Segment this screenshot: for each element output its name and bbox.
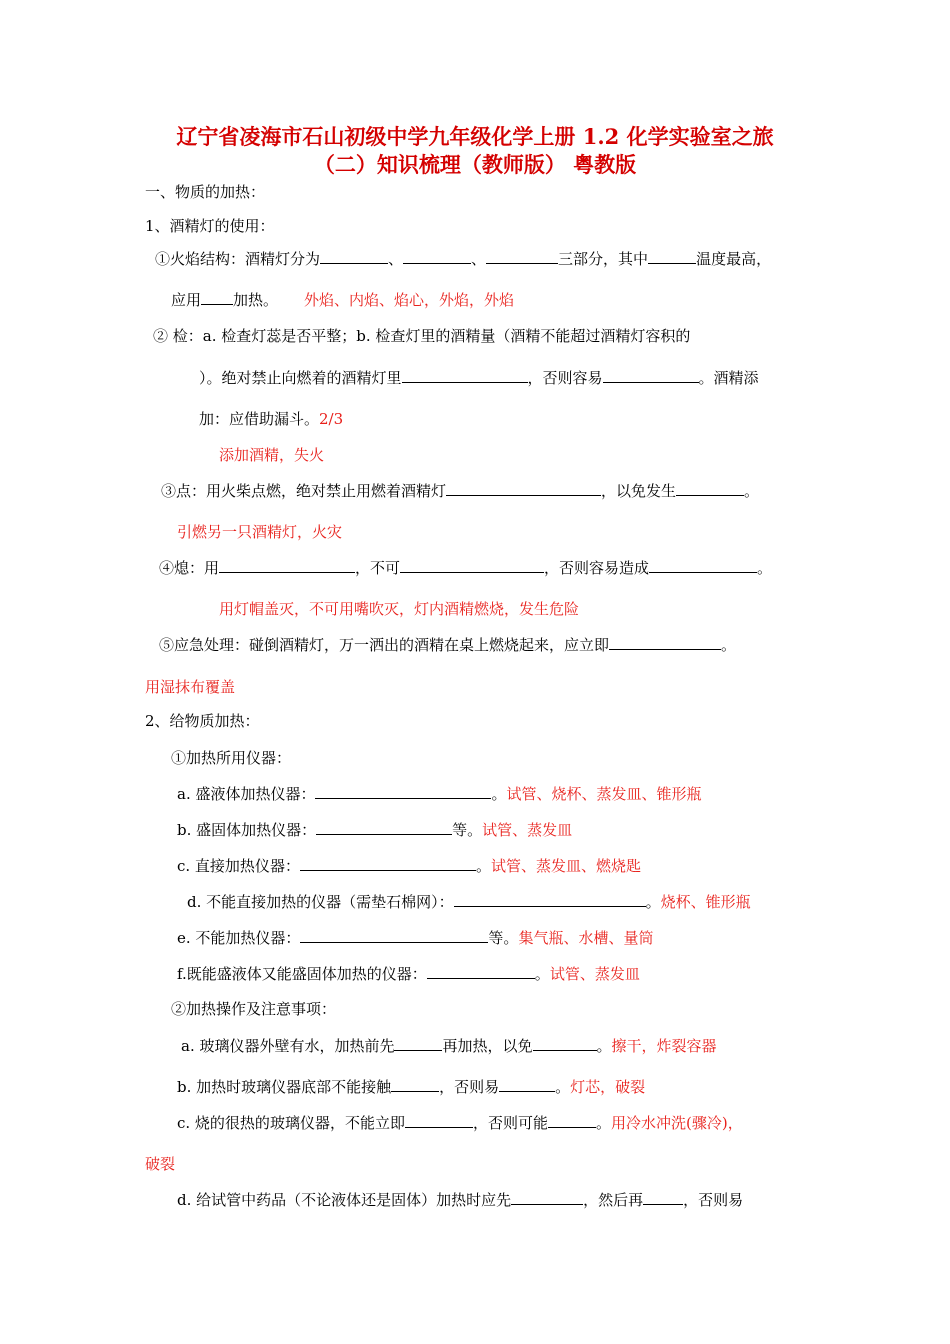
- instruments-heading: ①加热所用仪器：: [171, 749, 292, 767]
- section-heading: 一、物质的加热：: [145, 183, 266, 201]
- check-line-3: 加：应借助漏斗。2/3: [199, 410, 344, 428]
- item-c: c. 直接加热仪器： 。试管、蒸发皿、燃烧匙: [177, 857, 641, 875]
- blank: [403, 248, 471, 264]
- item-e: e. 不能加热仪器： 等。集气瓶、水槽、量筒: [177, 929, 654, 947]
- blank: [511, 1189, 583, 1205]
- blank: [400, 557, 544, 573]
- check-line-1: ② 检：a. 检查灯蕊是否平整；b. 检查灯里的酒精量（酒精不能超过酒精灯容积的: [153, 327, 691, 345]
- answer-text: 试管、蒸发皿: [549, 965, 640, 983]
- blank: [454, 891, 646, 907]
- blank: [603, 367, 699, 383]
- answer-text: 擦干，炸裂容器: [611, 1037, 717, 1055]
- item-d: d. 不能直接加热的仪器（需垫石棉网）： 。烧杯、锥形瓶: [187, 893, 751, 911]
- item-f: f.既能盛液体又能盛固体加热的仪器： 。试管、蒸发皿: [177, 965, 640, 983]
- answer-text: 试管、蒸发皿、燃烧匙: [490, 857, 641, 875]
- item-a: a. 盛液体加热仪器： 。试管、烧杯、蒸发皿、锥形瓶: [177, 785, 702, 803]
- blank: [446, 480, 601, 496]
- answer-op-c-cont: 破裂: [145, 1155, 176, 1173]
- operations-heading: ②加热操作及注意事项：: [171, 1000, 337, 1018]
- extinguish-line: ④熄：用 ，不可 ，否则容易造成 。: [159, 559, 773, 577]
- blank: [486, 248, 558, 264]
- light-line: ③点：用火柴点燃，绝对禁止用燃着酒精灯 ，以免发生 。: [161, 482, 760, 500]
- blank: [201, 289, 233, 305]
- blank: [391, 1076, 439, 1092]
- blank: [676, 480, 744, 496]
- blank: [315, 783, 491, 799]
- subsection-heading-2: 2、给物质加热：: [145, 712, 260, 730]
- answer-text: 2/3: [319, 410, 344, 428]
- blank: [649, 557, 757, 573]
- answer-light: 引燃另一只酒精灯，火灾: [177, 523, 343, 541]
- answer-text: 试管、蒸发皿: [482, 821, 573, 839]
- blank: [300, 927, 488, 943]
- answer-text: 用冷水冲洗(骤冷)，: [610, 1114, 743, 1132]
- blank: [219, 557, 355, 573]
- check-line-2: ）。绝对禁止向燃着的酒精灯里 ，否则容易 。酒精添: [199, 369, 759, 387]
- blank: [643, 1189, 683, 1205]
- answer-text: 灯芯，破裂: [570, 1078, 646, 1096]
- answer-extinguish: 用灯帽盖灭，不可用嘴吹灭，灯内酒精燃烧，发生危险: [219, 600, 580, 618]
- answer-emergency: 用湿抹布覆盖: [145, 678, 236, 696]
- doc-title-line2: （二）知识梳理（教师版） 粤教版: [313, 152, 637, 177]
- item-b: b. 盛固体加热仪器： 等。试管、蒸发皿: [177, 821, 573, 839]
- answer-check: 添加酒精，失火: [219, 446, 325, 464]
- blank: [405, 1112, 473, 1128]
- blank: [394, 1035, 442, 1051]
- blank: [609, 634, 721, 650]
- op-c: c. 烧的很热的玻璃仪器，不能立即 ，否则可能 。用冷水冲洗(骤冷)，: [177, 1114, 743, 1132]
- answer-text: 烧杯、锥形瓶: [660, 893, 751, 911]
- blank: [533, 1035, 597, 1051]
- blank: [548, 1112, 596, 1128]
- blank: [300, 855, 476, 871]
- flame-structure-line: ①火焰结构：酒精灯分为 、 、 三部分，其中 温度最高，: [155, 250, 772, 268]
- answer-text: 外焰、内焰、焰心，外焰，外焰: [304, 291, 515, 309]
- op-a: a. 玻璃仪器外壁有水，加热前先 再加热，以免 。擦干，炸裂容器: [181, 1037, 717, 1055]
- answer-text: 集气瓶、水槽、量筒: [518, 929, 654, 947]
- op-d: d. 给试管中药品（不论液体还是固体）加热时应先 ，然后再 ，否则易: [177, 1191, 744, 1209]
- blank: [320, 248, 388, 264]
- answer-text: 试管、烧杯、蒸发皿、锥形瓶: [506, 785, 702, 803]
- subsection-heading: 1、酒精灯的使用：: [145, 217, 275, 235]
- blank: [402, 367, 528, 383]
- blank: [316, 819, 452, 835]
- blank: [427, 963, 535, 979]
- op-b: b. 加热时玻璃仪器底部不能接触 ，否则易 。灯芯，破裂: [177, 1078, 646, 1096]
- flame-use-line: 应用 加热。 外焰、内焰、焰心，外焰，外焰: [171, 291, 515, 309]
- blank: [648, 248, 696, 264]
- emergency-line: ⑤应急处理：碰倒酒精灯，万一洒出的酒精在桌上燃烧起来，应立即 。: [159, 636, 737, 654]
- blank: [499, 1076, 555, 1092]
- doc-title-line1: 辽宁省凌海市石山初级中学九年级化学上册 1.2 化学实验室之旅: [176, 124, 774, 149]
